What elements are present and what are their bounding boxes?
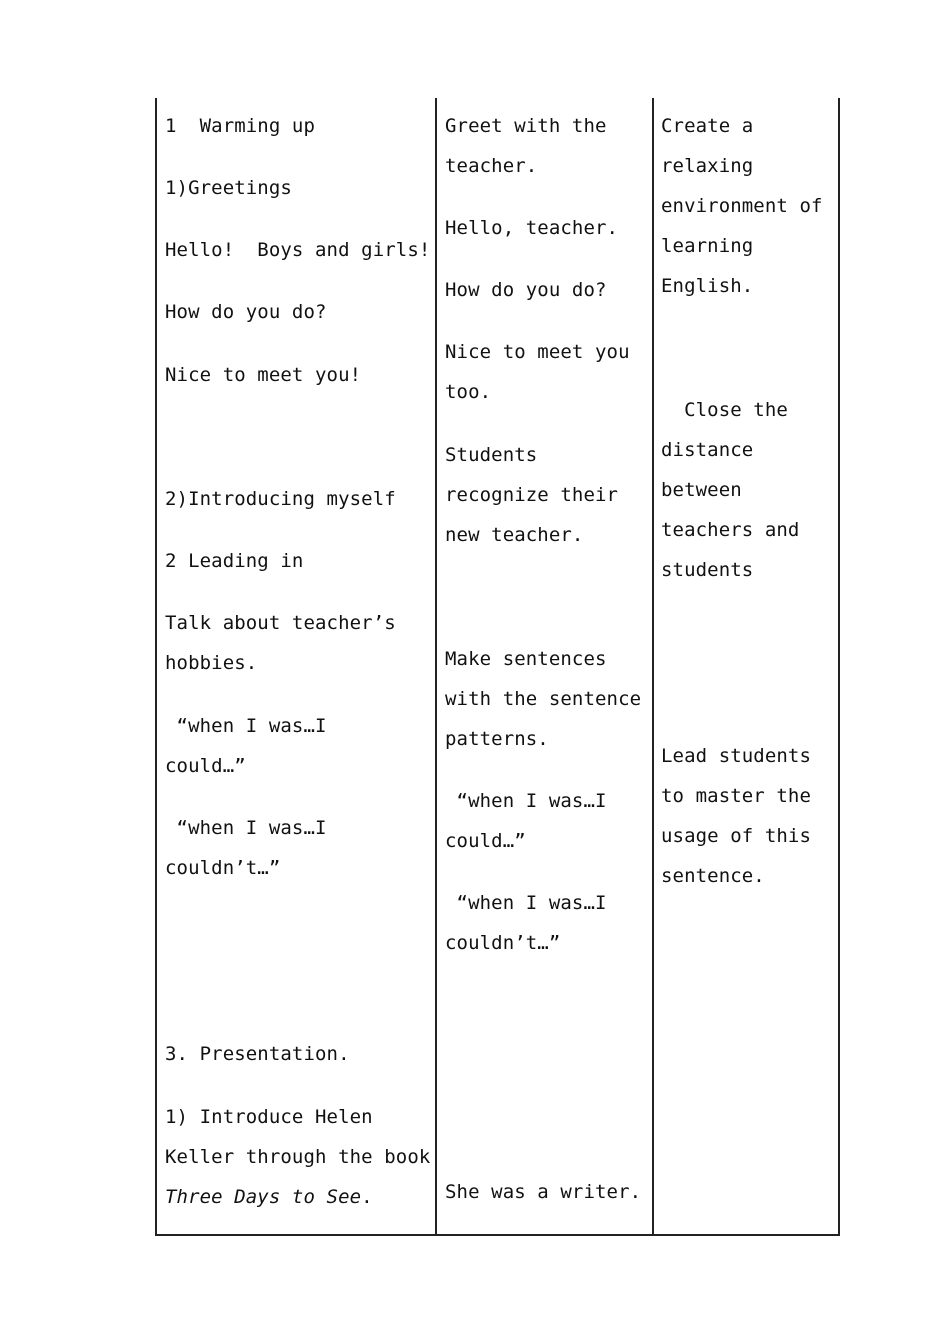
step-warming-up: 1 Warming up xyxy=(165,115,316,137)
purpose-line: Close the xyxy=(661,399,788,421)
greeting-line: Hello! Boys and girls! xyxy=(165,239,431,261)
purpose-line: relaxing xyxy=(661,155,754,177)
sentence-pattern-could: could…” xyxy=(165,755,246,777)
introduce-helen-keller-line: Keller through the book xyxy=(165,1146,431,1168)
step-presentation: 3. Presentation. xyxy=(165,1043,350,1065)
step-leading-in: 2 Leading in xyxy=(165,550,304,572)
purpose-line: usage of this xyxy=(661,825,812,847)
student-activity-line: Nice to meet you xyxy=(445,341,630,363)
student-activity-line: with the sentence xyxy=(445,688,642,710)
student-activity-line: new teacher. xyxy=(445,524,584,546)
greeting-line: How do you do? xyxy=(165,301,327,323)
student-activity-line: She was a writer. xyxy=(445,1181,642,1203)
sentence-pattern-could: “when I was…I xyxy=(445,790,607,812)
student-activity-line: How do you do? xyxy=(445,279,607,301)
sentence-pattern-couldnt: couldn’t…” xyxy=(165,857,281,879)
purpose-line: teachers and xyxy=(661,519,800,541)
table-divider-1 xyxy=(435,98,437,1235)
sentence-pattern-couldnt: couldn’t…” xyxy=(445,932,561,954)
student-activity-line: too. xyxy=(445,381,492,403)
purpose-line: environment of xyxy=(661,195,823,217)
student-activity-line: recognize their xyxy=(445,484,619,506)
student-activity-line: Make sentences xyxy=(445,648,607,670)
student-activity-line: teacher. xyxy=(445,155,538,177)
table-border-left xyxy=(155,98,157,1235)
book-title: Three Days to See xyxy=(165,1186,362,1208)
introduce-helen-keller-line: 1) Introduce Helen xyxy=(165,1106,373,1128)
greeting-line: Nice to meet you! xyxy=(165,364,362,386)
table-divider-2 xyxy=(652,98,654,1235)
sentence-pattern-couldnt: “when I was…I xyxy=(165,817,327,839)
sentence-pattern-could: “when I was…I xyxy=(165,715,327,737)
table-border-bottom xyxy=(155,1234,840,1236)
talk-about-hobbies-line: hobbies. xyxy=(165,652,258,674)
table-border-right xyxy=(838,98,840,1235)
purpose-line: distance xyxy=(661,439,754,461)
talk-about-hobbies-line: Talk about teacher’s xyxy=(165,612,396,634)
sentence-pattern-could: could…” xyxy=(445,830,526,852)
student-activity-line: patterns. xyxy=(445,728,549,750)
purpose-line: English. xyxy=(661,275,754,297)
purpose-line: to master the xyxy=(661,785,812,807)
sentence-pattern-couldnt: “when I was…I xyxy=(445,892,607,914)
purpose-line: sentence. xyxy=(661,865,765,887)
substep-greetings: 1)Greetings xyxy=(165,177,292,199)
purpose-line: between xyxy=(661,479,742,501)
purpose-line: learning xyxy=(661,235,754,257)
book-title-period: . xyxy=(361,1186,373,1208)
student-activity-line: Students xyxy=(445,444,538,466)
purpose-line: Lead students xyxy=(661,745,812,767)
purpose-line: students xyxy=(661,559,754,581)
student-activity-line: Greet with the xyxy=(445,115,607,137)
substep-introducing-myself: 2)Introducing myself xyxy=(165,488,396,510)
book-title-line xyxy=(165,1177,373,1217)
student-activity-line: Hello, teacher. xyxy=(445,217,619,239)
purpose-line: Create a xyxy=(661,115,754,137)
